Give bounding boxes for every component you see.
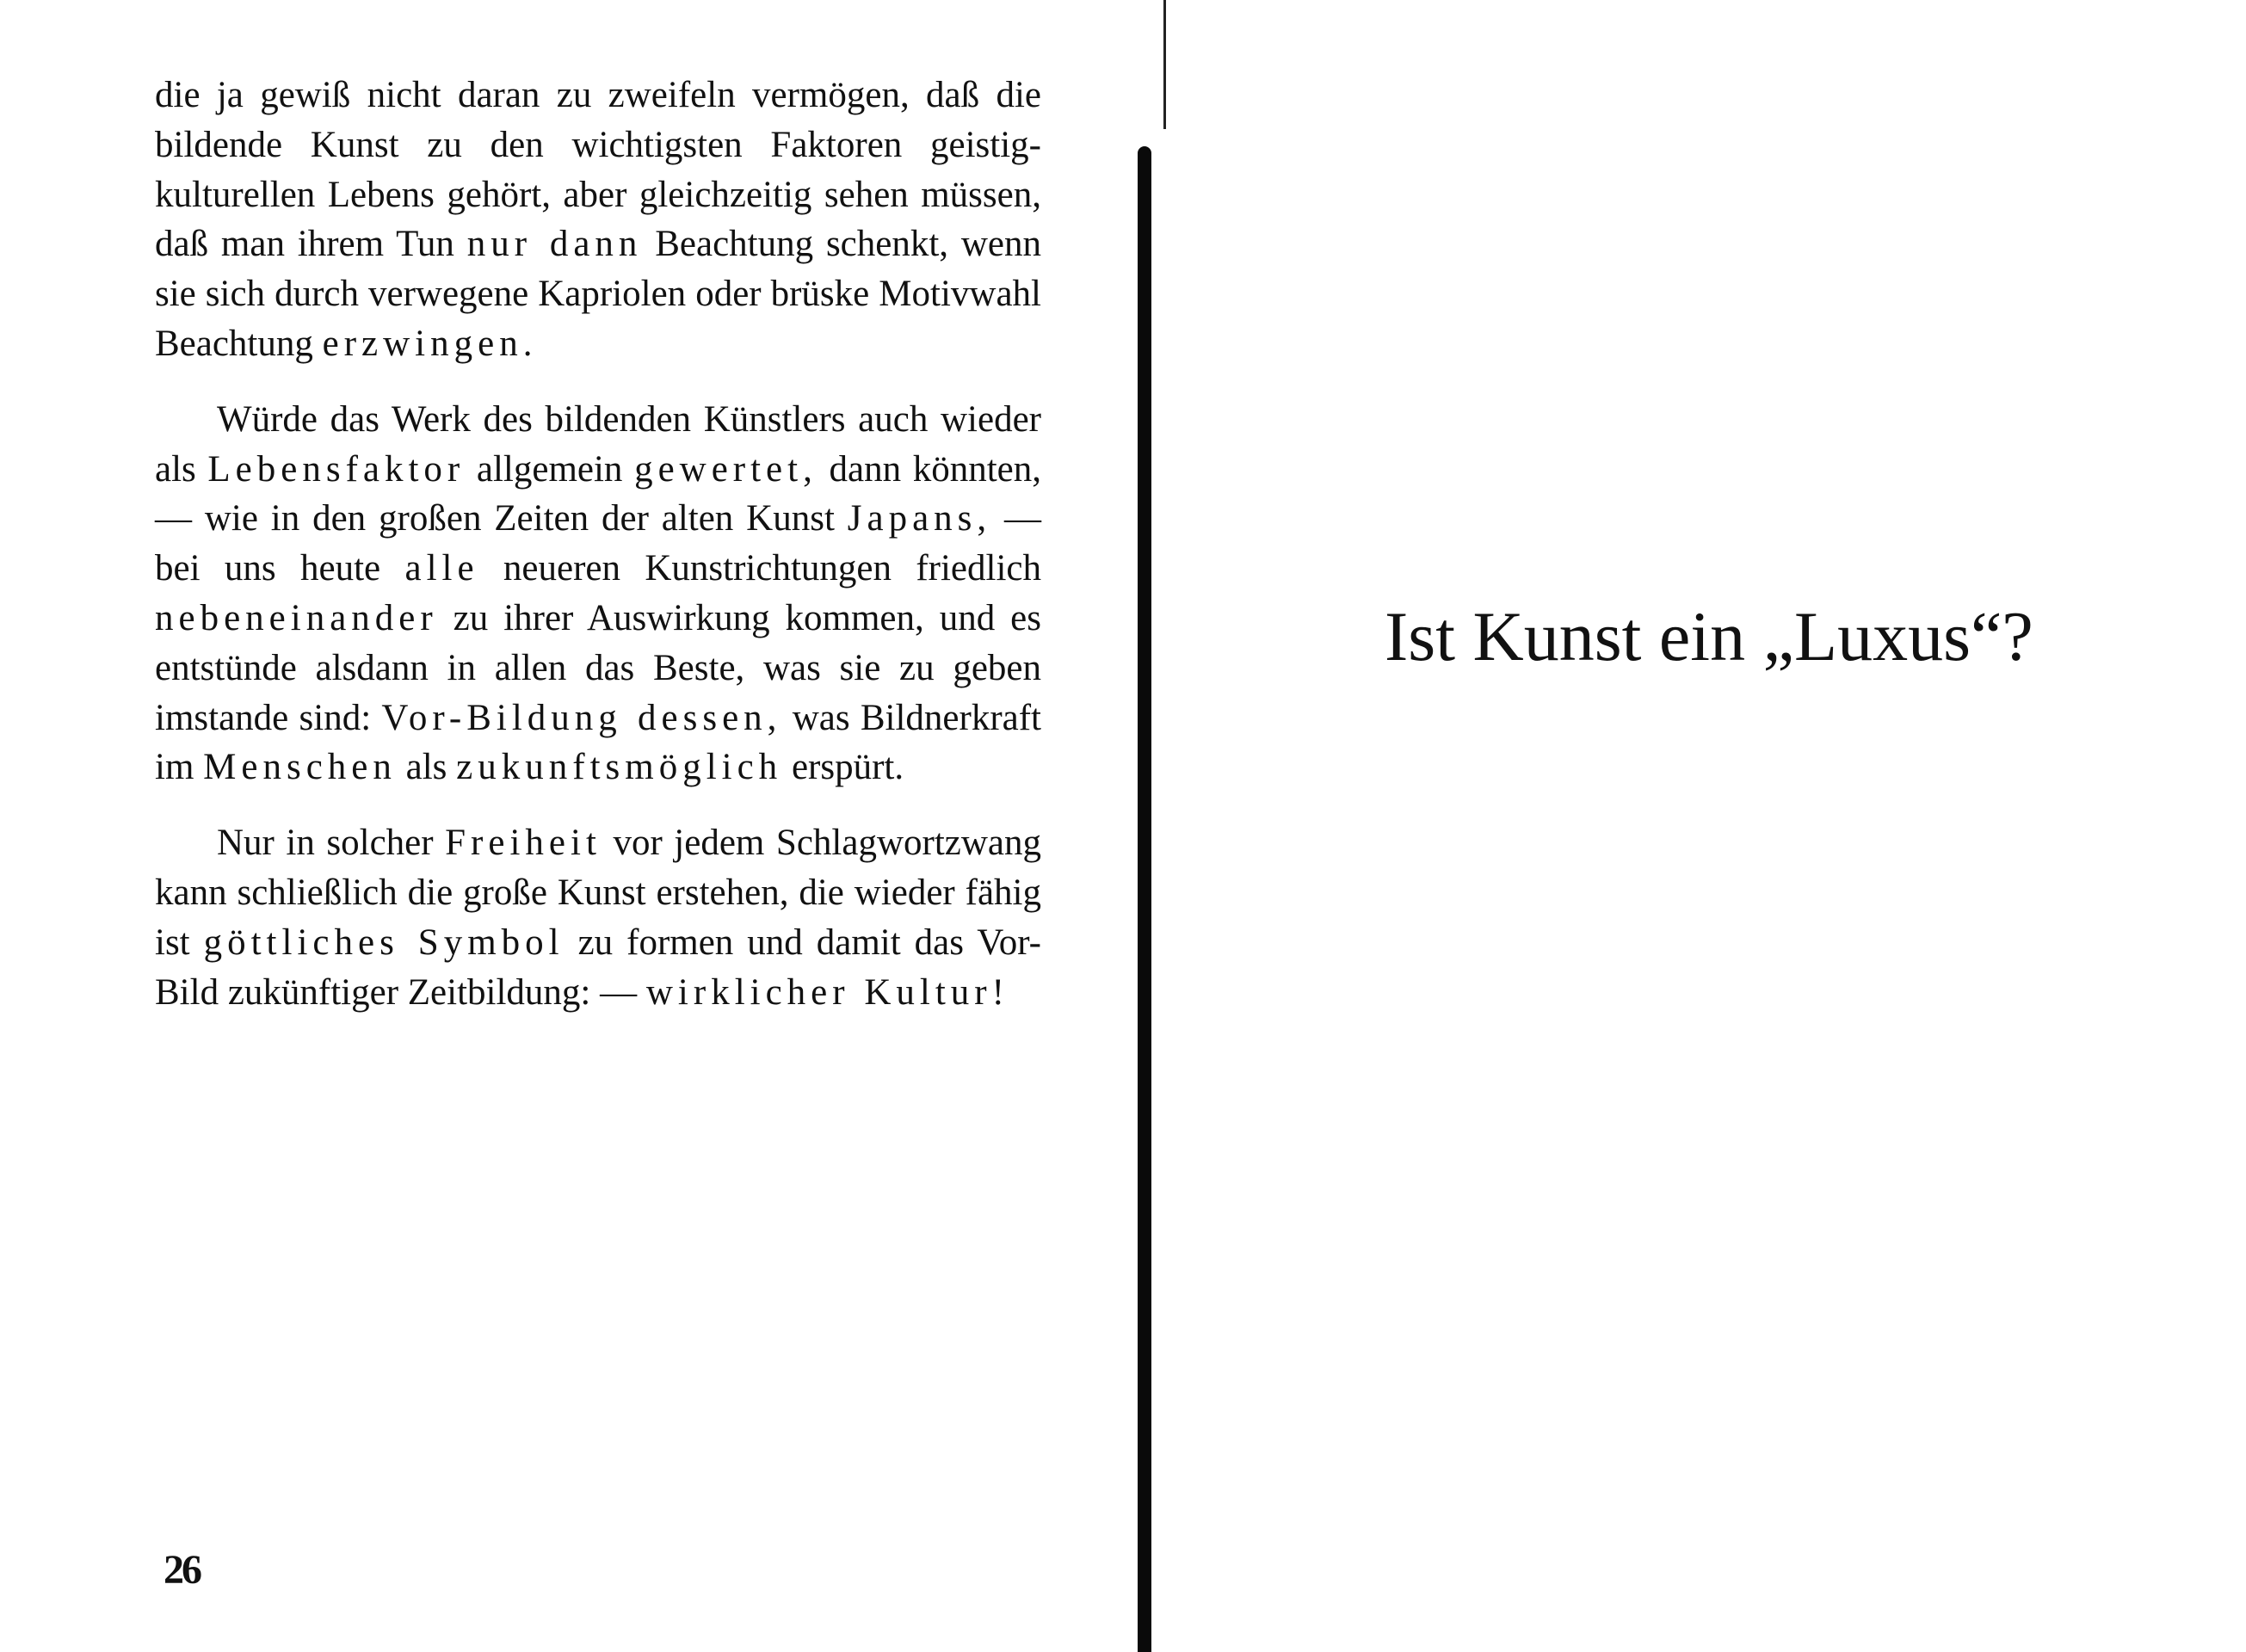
spaced-text-segment: Lebensfaktor: [207, 448, 466, 490]
text-segment: Würde das Werk des bildenden Künstlers auch wieder als: [155, 398, 1041, 490]
text-segment: was Bildnerkraft im: [155, 697, 1041, 788]
spaced-text-segment: wirklicher Kultur!: [645, 971, 1009, 1013]
spaced-text-segment: Menschen: [203, 747, 397, 788]
text-segment: als: [396, 747, 457, 788]
text-segment: zu ihrer Auswirkung kommen, und es entstünde alsdann in allen das Beste, was sie zu geben imstande sind:: [155, 597, 1041, 738]
right-page: [1157, 0, 2246, 1652]
chapter-title: Ist Kunst ein „Luxus“?: [1385, 597, 2033, 675]
spaced-text-segment: göttliches Symbol: [203, 922, 565, 963]
spaced-text-segment: nur dann: [466, 224, 643, 265]
spaced-text-segment: gewertet,: [634, 448, 818, 490]
text-segment: Beachtung schenkt, wenn sie sich durch verwegene Kapriolen oder brüske Motivwahl Beachtung: [155, 224, 1042, 364]
spaced-text-segment: alle: [404, 548, 479, 589]
text-segment: vor jedem Schlagwortzwang kann schließlich die große Kunst erstehen, die wieder fähig ist: [155, 823, 1041, 963]
text-segment: allgemein: [465, 448, 635, 490]
text-segment: Nur in solcher: [217, 823, 446, 864]
page-number: 26: [164, 1547, 200, 1593]
body-text: [155, 71, 1041, 1043]
spaced-text-segment: Freiheit: [445, 823, 602, 864]
text-segment: erspürt.: [782, 747, 904, 788]
text-segment: zu formen und damit das Vor-Bild zukünftiger Zeitbildung: —: [155, 922, 1041, 1013]
spaced-text-segment: Vor-Bildung dessen,: [381, 697, 782, 738]
text-segment: neueren Kunstrichtungen friedlich: [478, 548, 1041, 589]
paragraph-2: [155, 395, 1041, 792]
text-segment: die ja gewiß nicht daran zu zweifeln vermögen, daß die bildende Kunst zu den wichtigsten Faktoren geistig-kulturellen Lebens gehört, aber gleichzeitig sehen müssen, daß man ihrem Tun: [155, 75, 1041, 265]
text-segment: — bei uns heute: [155, 498, 1041, 589]
spaced-text-segment: zukunftsmöglich: [456, 747, 783, 788]
gutter-shadow: [1138, 146, 1151, 1652]
paragraph-1: [155, 71, 1041, 369]
spaced-text-segment: erzwingen.: [322, 323, 538, 364]
paragraph-3: [155, 818, 1041, 1017]
spaced-text-segment: nebeneinander: [155, 597, 438, 638]
text-segment: dann könnten, — wie in den großen Zeiten der alten Kunst: [155, 448, 1041, 539]
spaced-text-segment: Japans,: [847, 498, 992, 539]
